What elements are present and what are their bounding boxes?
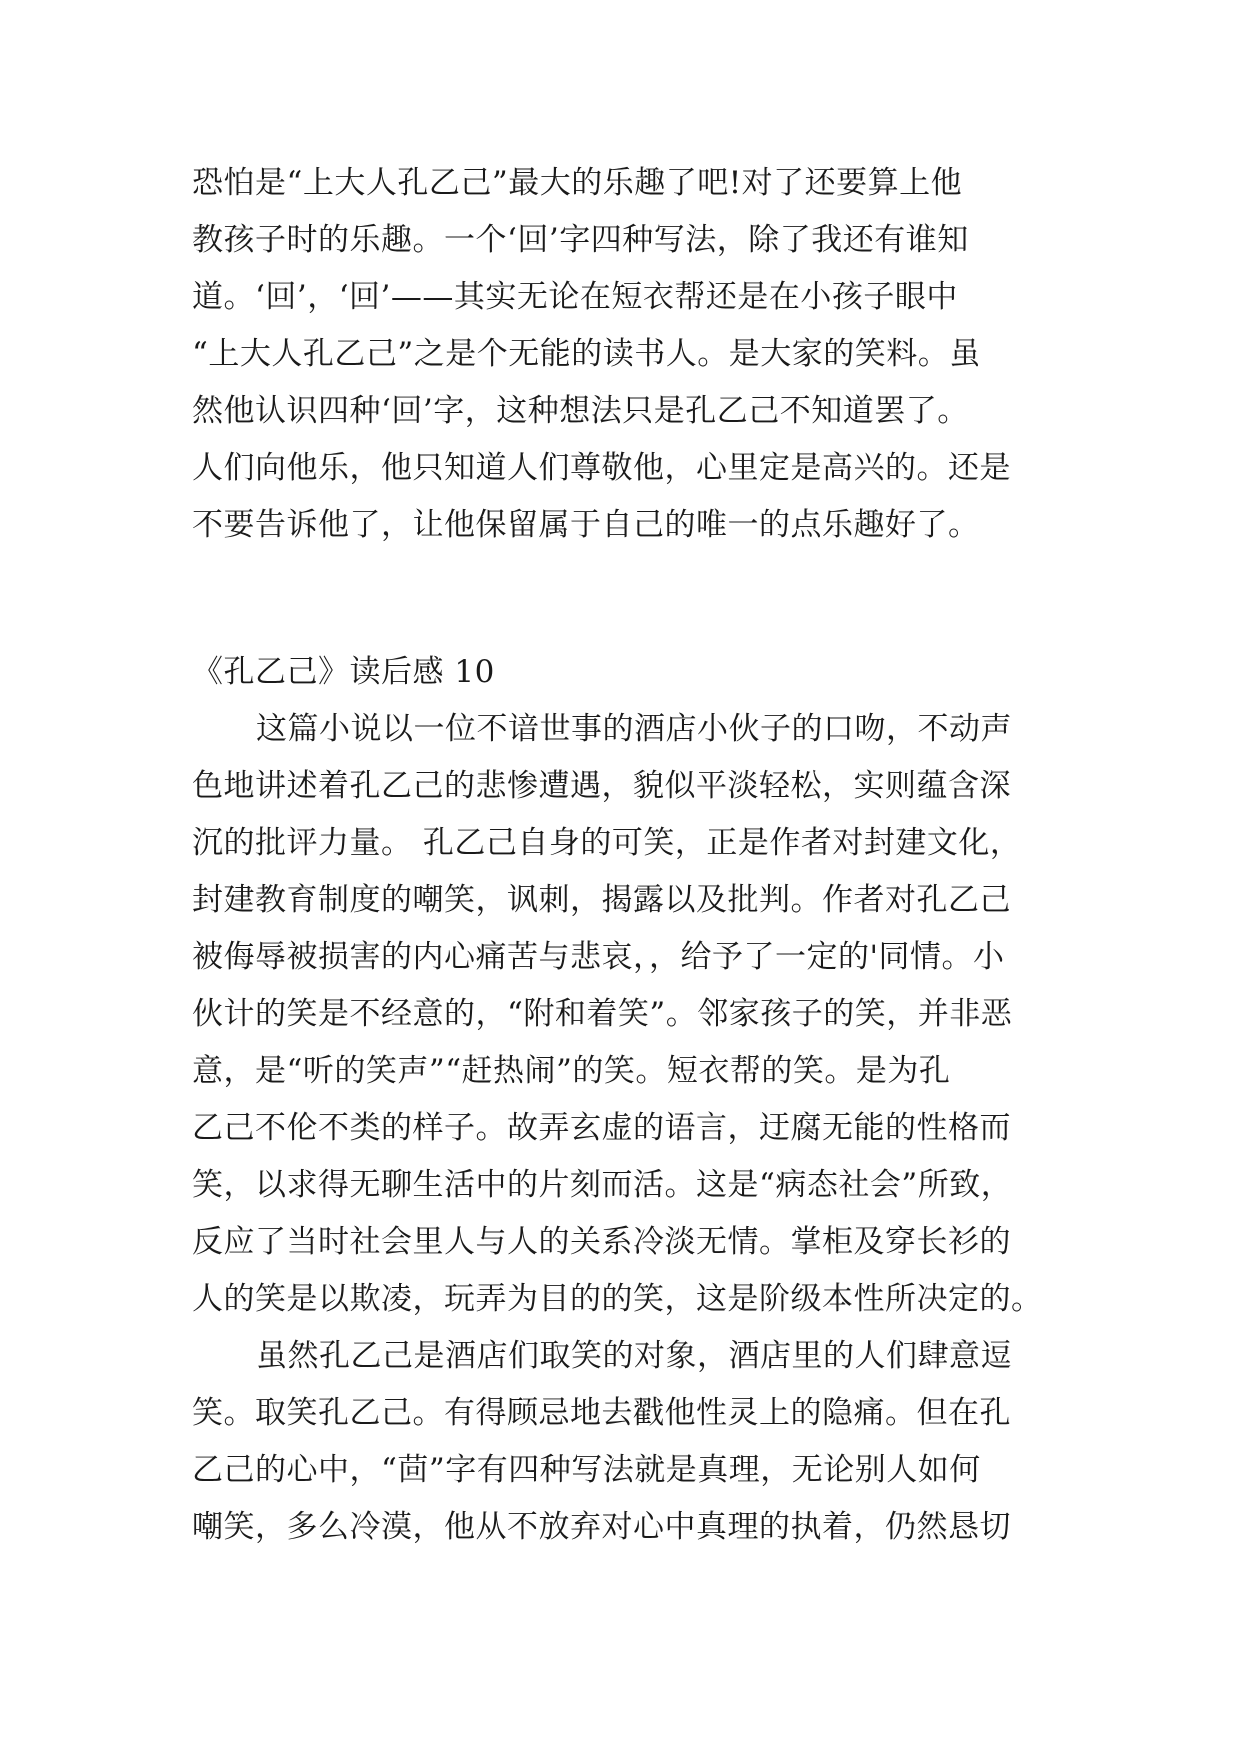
text-line: 反应了当时社会里人与人的关系冷淡无情。掌柜及穿长衫的 xyxy=(192,1224,1011,1260)
continuation-paragraph xyxy=(192,155,1054,554)
text-line: 沉的批评力量。 孔乙己自身的可笑，正是作者对封建文化， xyxy=(192,825,1022,861)
text-line: 乙己不伦不类的样子。故弄玄虚的语言，迂腐无能的性格而 xyxy=(192,1110,1011,1146)
paragraph-gap xyxy=(192,554,1054,644)
section-title: 《孔乙己》读后感 10 xyxy=(192,654,495,690)
text-line: 虽然孔乙己是酒店们取笑的对象，酒店里的人们肆意逗 xyxy=(256,1338,1012,1374)
text-line: 笑，以求得无聊生活中的片刻而活。这是“病态社会”所致， xyxy=(192,1167,1013,1203)
text-line: 不要告诉他了，让他保留属于自己的唯一的点乐趣好了。 xyxy=(192,507,980,543)
text-line: 人的笑是以欺凌，玩弄为目的的笑，这是阶级本性所决定的。 xyxy=(192,1281,1043,1317)
paragraph-1 xyxy=(192,701,1054,1328)
text-line: 恐怕是“上大人孔乙己”最大的乐趣了吧!对了还要算上他 xyxy=(192,165,963,201)
text-line: 这篇小说以一位不谙世事的酒店小伙子的口吻，不动声 xyxy=(256,711,1012,747)
text-line: 乙己的心中，“茴”字有四种写法就是真理，无论别人如何 xyxy=(192,1452,981,1488)
paragraph-2 xyxy=(192,1328,1054,1556)
text-line: 意，是“听的笑声”“赶热闹”的笑。短衣帮的笑。是为孔 xyxy=(192,1053,951,1089)
text-line: 然他认识四种‘回’字，这种想法只是孔乙己不知道罢了。 xyxy=(192,393,969,429)
text-line: 被侮辱被损害的内心痛苦与悲哀，，给予了一定的'同情。小 xyxy=(192,939,1005,975)
text-line: 笑。取笑孔乙己。有得顾忌地去戳他性灵上的隐痛。但在孔 xyxy=(192,1395,1011,1431)
text-line: 教孩子时的乐趣。一个‘回’字四种写法，除了我还有谁知 xyxy=(192,222,969,258)
text-line: 色地讲述着孔乙己的悲惨遭遇，貌似平淡轻松，实则蕴含深 xyxy=(192,768,1011,804)
text-line: 封建教育制度的嘲笑，讽刺，揭露以及批判。作者对孔乙己 xyxy=(192,882,1011,918)
text-line: 伙计的笑是不经意的，“附和着笑”。邻家孩子的笑，并非恶 xyxy=(192,996,1013,1032)
document-page xyxy=(192,155,1054,1556)
text-line: “上大人孔乙己”之是个无能的读书人。是大家的笑料。虽 xyxy=(192,336,981,372)
text-line: 嘲笑，多么冷漠，他从不放弃对心中真理的执着，仍然恳切 xyxy=(192,1509,1011,1545)
text-line: 道。‘回’，‘回’——其实无论在短衣帮还是在小孩子眼中 xyxy=(192,279,958,315)
text-line: 人们向他乐，他只知道人们尊敬他，心里定是高兴的。还是 xyxy=(192,450,1011,486)
